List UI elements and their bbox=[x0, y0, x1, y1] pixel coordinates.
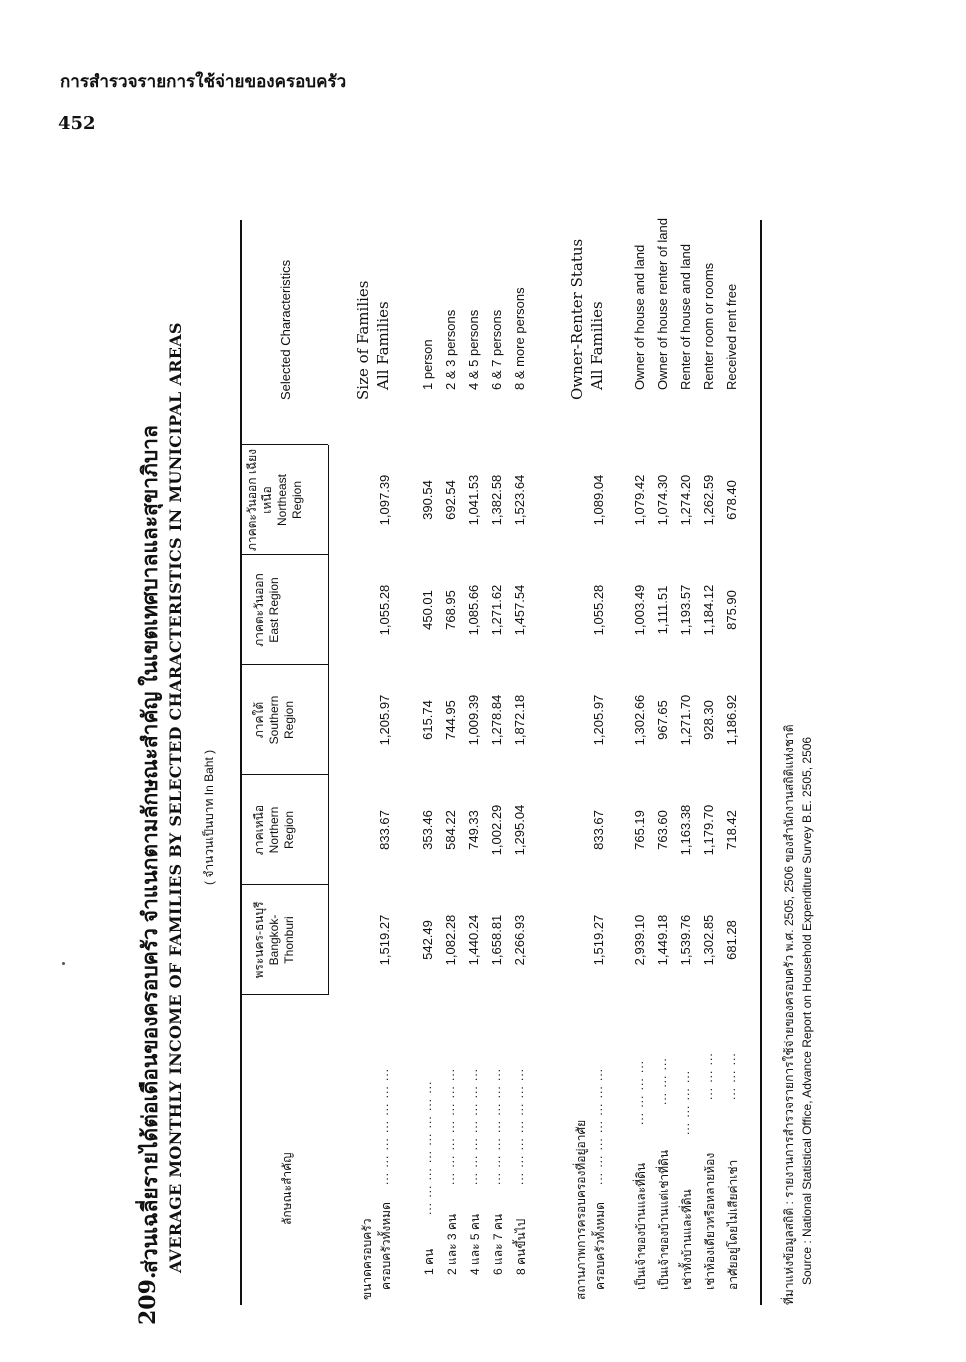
rotated-table bbox=[120, 195, 814, 1325]
cell: 353.46 bbox=[420, 810, 435, 850]
cell: 1,271.62 bbox=[489, 584, 504, 636]
cell: 1,302.66 bbox=[632, 694, 647, 746]
cell: 718.42 bbox=[724, 810, 739, 850]
cell: 833.67 bbox=[591, 810, 606, 850]
row-label-en: Owner of house renter of land bbox=[655, 218, 670, 390]
leader-dots: ... ... ... ... ... ... ... bbox=[443, 1067, 457, 1185]
leader-dots: ... ... ... ... bbox=[678, 1069, 692, 1135]
col-header-northern: ภาคเหนือ Northern Region bbox=[252, 804, 296, 856]
cell: 1,440.24 bbox=[466, 914, 481, 966]
col-header-bangkok: พระนคร-ธนบุรี Bangkok- Thonburi bbox=[252, 901, 296, 979]
row-label-en: All Families bbox=[588, 301, 606, 390]
cell: 763.60 bbox=[655, 810, 670, 850]
row-label-en: 2 & 3 persons bbox=[443, 309, 458, 390]
leader-dots: ... ... ... bbox=[655, 1057, 669, 1105]
table-title-en: AVERAGE MONTHLY INCOME OF FAMILIES BY SELECTED CHARACTERISTICS IN MUNICIPAL AREAS bbox=[166, 322, 185, 1273]
top-rule bbox=[240, 220, 242, 1305]
cell: 1,271.70 bbox=[678, 694, 693, 746]
cell: 1,539.76 bbox=[678, 914, 693, 966]
leader-dots: ... ... ... ... ... ... ... bbox=[591, 1067, 605, 1185]
cell: 744.95 bbox=[443, 700, 458, 740]
row-label-en: Renter of house and land bbox=[678, 244, 693, 390]
cell: 1,205.97 bbox=[377, 694, 392, 746]
cell: 1,163.38 bbox=[678, 804, 693, 856]
row-label-th: อาศัยอยู่โดยไม่เสียค่าเช่า bbox=[726, 1159, 740, 1290]
cell: 1,111.51 bbox=[655, 585, 670, 635]
cell: 1,274.20 bbox=[678, 474, 693, 526]
leader-dots: ... ... ... ... ... ... ... bbox=[466, 1067, 480, 1185]
row-label-th: เช่าทั้งบ้านและที่ดิน bbox=[680, 1189, 694, 1290]
table-number: 209. bbox=[135, 1271, 161, 1325]
leader-dots: ... ... ... ... bbox=[632, 1059, 646, 1125]
row-label-en: 4 & 5 persons bbox=[466, 309, 481, 390]
row-label-en: All Families bbox=[374, 301, 392, 390]
cell: 967.65 bbox=[655, 700, 670, 740]
leader-dots: ... ... ... ... ... ... ... bbox=[377, 1067, 391, 1185]
cell: 1,519.27 bbox=[377, 914, 392, 966]
row-label-en: Renter room or rooms bbox=[701, 262, 716, 390]
cell: 1,089.04 bbox=[591, 474, 606, 526]
cell: 1,055.28 bbox=[377, 584, 392, 636]
row-label-en: 6 & 7 persons bbox=[489, 309, 504, 390]
unit-note: ( จำนวนเป็นบาท In Baht ) bbox=[202, 749, 216, 885]
cell: 615.74 bbox=[420, 700, 435, 740]
cell: 1,262.59 bbox=[701, 474, 716, 526]
cell: 1,658.81 bbox=[489, 914, 504, 966]
cell: 1,009.39 bbox=[466, 694, 481, 746]
row-label-th: เช่าห้องเดียวหรือหลายห้อง bbox=[703, 1152, 717, 1290]
row-label-en: Owner of house and land bbox=[632, 244, 647, 390]
cell: 1,449.18 bbox=[655, 914, 670, 966]
cell: 2,266.93 bbox=[512, 914, 527, 966]
cell: 1,002.29 bbox=[489, 804, 504, 856]
cell: 1,184.12 bbox=[701, 584, 716, 636]
leader-dots: ... ... ... ... ... ... ... bbox=[489, 1067, 503, 1185]
leader-dots: ... ... ... bbox=[701, 1052, 715, 1100]
cell: 1,519.27 bbox=[591, 914, 606, 966]
cell: 1,055.28 bbox=[591, 584, 606, 636]
row-label-en: Received rent free bbox=[724, 283, 739, 390]
cell: 768.95 bbox=[443, 590, 458, 630]
cell: 928.30 bbox=[701, 700, 716, 740]
row-label-th: เป็นเจ้าของบ้านและที่ดิน bbox=[634, 1162, 648, 1290]
col-header-southern: ภาคใต้ Southern Region bbox=[252, 695, 296, 745]
row-label-th: ครอบครัวทั้งหมด bbox=[379, 1202, 393, 1290]
stub-header-th: ลักษณะสำคัญ bbox=[280, 1152, 294, 1225]
cell: 692.54 bbox=[443, 480, 458, 520]
cell: 1,041.53 bbox=[466, 474, 481, 526]
leader-dots: ... ... ... ... ... ... ... ... bbox=[420, 1080, 434, 1215]
section1-heading-th: ขนาดครอบครัว bbox=[360, 1218, 374, 1300]
cell: 2,939.10 bbox=[632, 914, 647, 966]
row-label-en: 8 & more persons bbox=[512, 287, 527, 390]
cell: 1,003.49 bbox=[632, 584, 647, 636]
bottom-rule bbox=[760, 220, 762, 1305]
cell: 1,082.28 bbox=[443, 914, 458, 966]
cell: 678.40 bbox=[724, 480, 739, 520]
col-header-northeast: ภาคตะวันออก เฉียงเหนือ Northeast Region bbox=[245, 448, 304, 552]
row-label-th: 1 คน bbox=[422, 1248, 436, 1275]
page-number: 452 bbox=[58, 113, 96, 134]
cell: 1,457.54 bbox=[512, 584, 527, 636]
cell: 1,074.30 bbox=[655, 474, 670, 526]
cell: 1,193.57 bbox=[678, 584, 693, 636]
section2-heading-en: Owner-Renter Status bbox=[568, 238, 586, 400]
cell: 584.22 bbox=[443, 810, 458, 850]
cell: 1,079.42 bbox=[632, 474, 647, 526]
cell: 1,278.84 bbox=[489, 694, 504, 746]
column-header-rule bbox=[328, 445, 329, 995]
source-note-th: ที่มาแห่งข้อมูลสถิติ : รายงานการสำรวจรายการใช้จ่ายของครอบครัว พ.ศ. 2505, 2506 ของสำนักงานสถิติแห่งชาติ bbox=[782, 724, 796, 1305]
running-header: การสำรวจรายการใช้จ่ายของครอบครัว bbox=[60, 72, 347, 92]
row-label-th: 6 และ 7 คน bbox=[491, 1213, 505, 1275]
cell: 1,295.04 bbox=[512, 804, 527, 856]
leader-dots: ... ... ... bbox=[724, 1052, 738, 1100]
row-label-th: 4 และ 5 คน bbox=[468, 1213, 482, 1275]
cell: 875.90 bbox=[724, 590, 739, 630]
cell: 681.28 bbox=[724, 920, 739, 960]
cell: 1,205.97 bbox=[591, 694, 606, 746]
cell: 1,085.66 bbox=[466, 584, 481, 636]
scan-speck bbox=[62, 962, 65, 965]
row-label-th: ครอบครัวทั้งหมด bbox=[593, 1202, 607, 1290]
row-label-th: เป็นเจ้าของบ้านแต่เช่าที่ดิน bbox=[657, 1149, 671, 1290]
table-title-th: ส่วนเฉลี่ยรายได้ต่อเดือนของครอบครัว จำแนกตามลักษณะสำคัญ ในเขตเทศบาลและสุขาภิบาล bbox=[139, 425, 162, 1273]
stub-header-en: Selected Characteristics bbox=[278, 259, 293, 400]
cell: 749.33 bbox=[466, 810, 481, 850]
cell: 1,186.92 bbox=[724, 694, 739, 746]
cell: 765.19 bbox=[632, 810, 647, 850]
row-label-th: 2 และ 3 คน bbox=[445, 1213, 459, 1275]
cell: 1,382.58 bbox=[489, 474, 504, 526]
section2-heading-th: สถานภาพการครอบครองที่อยู่อาศัย bbox=[574, 1119, 588, 1300]
col-header-east: ภาคตะวันออก East Region bbox=[252, 573, 281, 647]
cell: 1,523.64 bbox=[512, 474, 527, 526]
row-label-en: 1 person bbox=[420, 339, 435, 390]
cell: 1,872.18 bbox=[512, 694, 527, 746]
source-note-en: Source : National Statistical Office, Advance Report on Household Expenditure Survey B.E. 2505, 2506 bbox=[800, 736, 814, 1285]
cell: 1,097.39 bbox=[377, 474, 392, 526]
section1-heading-en: Size of Families bbox=[354, 280, 372, 400]
cell: 1,179.70 bbox=[701, 804, 716, 856]
cell: 833.67 bbox=[377, 810, 392, 850]
cell: 450.01 bbox=[420, 590, 435, 630]
row-label-th: 8 คนขึ้นไป bbox=[514, 1218, 528, 1275]
cell: 542.49 bbox=[420, 920, 435, 960]
cell: 390.54 bbox=[420, 480, 435, 520]
leader-dots: ... ... ... ... ... ... ... bbox=[512, 1067, 526, 1185]
cell: 1,302.85 bbox=[701, 914, 716, 966]
